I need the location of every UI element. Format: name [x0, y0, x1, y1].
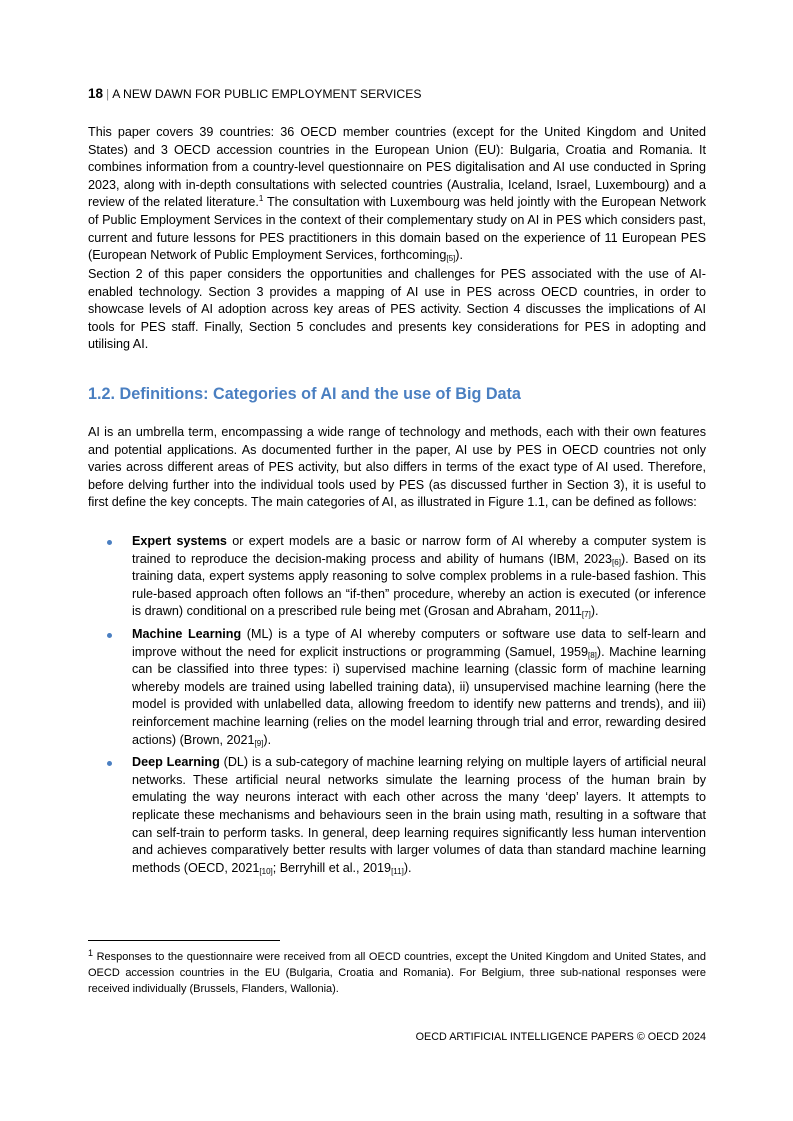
bullet-icon [107, 633, 112, 638]
definitions-intro-paragraph: AI is an umbrella term, encompassing a wide range of technology and methods, each with their own features and potential applications. As documented further in the paper, AI use by PES in OECD countries not only varies across different areas of PES activity, but also differs in terms of the exact type of AI used. Therefore, before delving further into the individual tools used by PES (as discussed further in Section 3), it is useful to first define the key concepts. The main categories of AI, as illustrated in Figure 1.1, can be defined as follows: [88, 425, 706, 510]
list-item-expert-systems [88, 533, 706, 621]
footnote [88, 949, 706, 998]
citation-link[interactable]: [6] [612, 557, 621, 567]
citation-link[interactable]: [11] [391, 866, 404, 876]
footnote-text: Responses to the questionnaire were received from all OECD countries, except the United Kingdom and United States, and OECD accession countries in the EU (Bulgaria, Croatia and Romania). For Belgium, three sub-national responses were received individually (Brussels, Flanders, Wallonia). [88, 951, 706, 996]
definition-text: ). Based on its training data, expert systems apply reasoning to solve complex problems in a rule-based fashion. This rule-based approach often follows an “if-then” procedure, whereby an action is executed (or inference is drawn) conditional on a prescribed rule being met (Grosan and Abraham, 2011 [132, 551, 706, 619]
term: Expert systems [132, 534, 227, 548]
definition-text: ). [263, 732, 272, 747]
running-header-title: A NEW DAWN FOR PUBLIC EMPLOYMENT SERVICES [112, 87, 422, 101]
section-heading: 1.2. Definitions: Categories of AI and the use of Big Data [88, 385, 521, 403]
intro-paragraph-structure: Section 2 of this paper considers the opportunities and challenges for PES associated with the use of AI-enabled technology. Section 3 provides a mapping of AI use in PES across OECD countries, in order to showcase levels of AI adoption across key areas of PES activity. Section 4 discusses the implications of AI tools for PES staff. Finally, Section 5 concludes and presents key considerations for PES in adopting and utilising AI. [88, 267, 706, 352]
definition-text: or expert models are a basic or narrow form of AI whereby a computer system is trained to reproduce the decision-making process and ability of humans (IBM, 2023 [132, 534, 706, 566]
paragraph-text: The consultation with Luxembourg was held jointly with the European Network of Public Employment Services in the context of their complementary study on AI in PES which considers past, current and future lessons for PES practitioners in this domain based on the experience of 11 European PES (European Network of Public Employment Services, forthcoming [88, 195, 706, 263]
bullet-icon [107, 761, 112, 766]
list-item-machine-learning [88, 626, 706, 749]
list-item-deep-learning [88, 754, 706, 877]
paragraph-text: ). [455, 248, 463, 263]
footnote-marker: 1 [88, 948, 94, 958]
definition-text: ). [590, 604, 599, 619]
definition-text: (ML) is a type of AI whereby computers or software use data to self-learn and improve without the need for explicit instructions or programming (Samuel, 1959 [132, 626, 706, 659]
term: Machine Learning [132, 626, 242, 641]
page-number: 18 [88, 86, 104, 101]
bullet-icon [107, 540, 112, 545]
citation-link[interactable]: [5] [446, 254, 456, 264]
definition-text: ). Machine learning can be classified into three types: i) supervised machine learning (classic form of machine learning whereby models are trained using labelled training data), ii) unsupervised machine learning (here the model is provided with unlabelled data, allowing freedom to identify new patterns and trends), and iii) reinforcement machine learning (relies on the model learning through trial and error, rewarding desired actions) (Brown, 2021 [132, 644, 706, 747]
paragraph-text: This paper covers 39 countries: 36 OECD member countries (except for the United Kingdom and United States) and 3 OECD accession countries in the European Union (EU): Bulgaria, Croatia and Romania. It combines information from a country-level questionnaire on PES digitalisation and AI use conducted in Spring 2023, along with in-depth consultations with selected countries (Australia, Iceland, Israel, Luxembourg) and a review of the related literature. [88, 125, 706, 210]
footnote-divider [88, 940, 280, 941]
definition-text: (DL) is a sub-category of machine learning relying on multiple layers of artificial neural networks. These artificial neural networks simulate the learning process of the human brain by emulating the way neurons interact with each other across the many ‘deep’ layers. It attempts to replicate these mechanisms and behaviours seen in the brain using math, resulting in a software that can self-train to perform tasks. In general, deep learning requires significantly less human intervention and achieves comparatively better results with larger volumes of data than standard machine learning methods (OECD, 2021 [132, 755, 706, 875]
citation-link[interactable]: [8] [587, 650, 597, 660]
definition-text: ). [403, 860, 412, 875]
intro-paragraph-coverage [88, 124, 706, 265]
running-footer: OECD ARTIFICIAL INTELLIGENCE PAPERS © OECD 2024 [415, 1031, 706, 1043]
citation-link[interactable]: [7] [581, 610, 591, 620]
header-separator: | [106, 87, 110, 101]
definition-text: ; Berryhill et al., 2019 [272, 860, 392, 875]
term: Deep Learning [132, 755, 220, 770]
ai-categories-list [88, 533, 706, 882]
footnote-reference-link[interactable]: 1 [258, 194, 264, 204]
citation-link[interactable]: [10] [259, 866, 273, 876]
citation-link[interactable]: [9] [254, 738, 264, 748]
running-header [88, 86, 421, 101]
